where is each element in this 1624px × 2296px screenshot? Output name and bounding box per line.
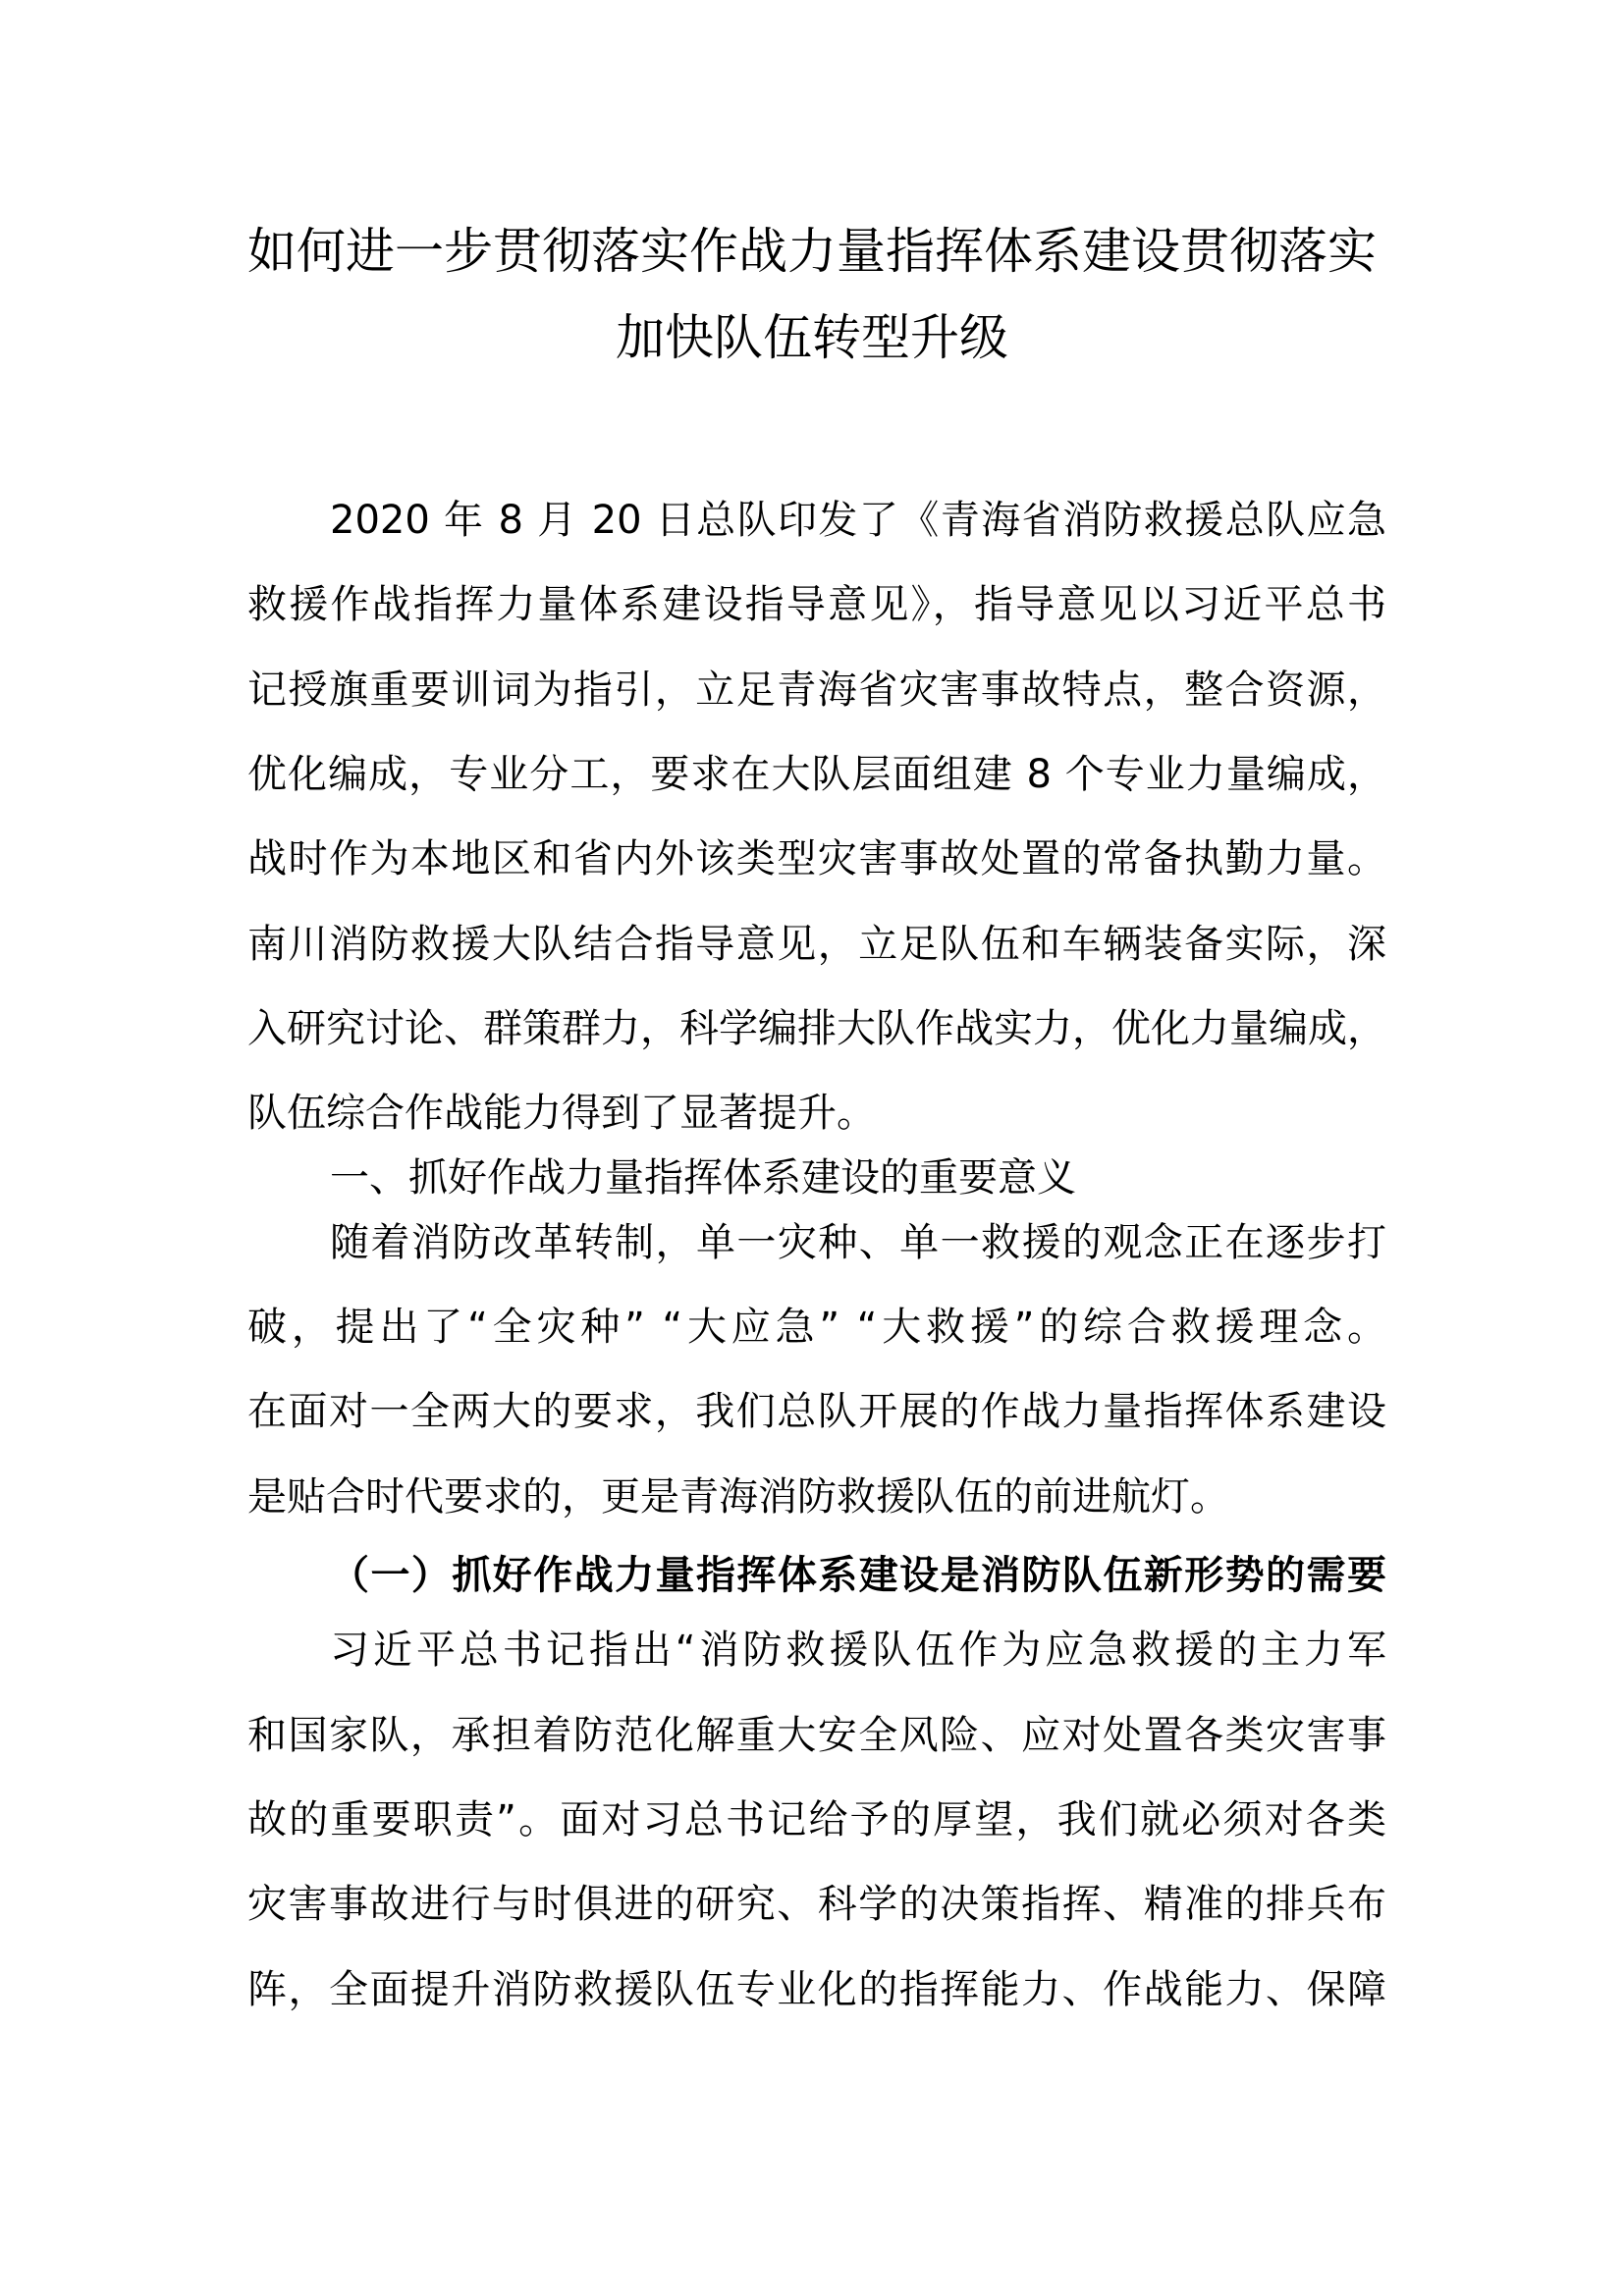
title-line-1: 如何进一步贯彻落实作战力量指挥体系建设贯彻落实	[247, 223, 1377, 280]
paragraph-line: 和国家队，承担着防范化解重大安全风险、应对处置各类灾害事	[247, 1713, 1386, 1758]
paragraph-line: 战时作为本地区和省内外该类型灾害事故处置的常备执勤力量。	[247, 836, 1386, 881]
section-heading: 一、抓好作战力量指挥体系建设的重要意义	[330, 1155, 1076, 1201]
paragraph-line: 救援作战指挥力量体系建设指导意见》，指导意见以习近平总书	[247, 582, 1386, 627]
paragraph-line: 2020 年 8 月 20 日总队印发了《青海省消防救援总队应急	[330, 498, 1386, 543]
paragraph-line: 是贴合时代要求的，更是青海消防救援队伍的前进航灯。	[247, 1474, 1229, 1520]
paragraph-line: 习近平总书记指出“消防救援队伍作为应急救援的主力军	[330, 1628, 1386, 1673]
paragraph-line: 南川消防救援大队结合指导意见，立足队伍和车辆装备实际，深	[247, 922, 1386, 967]
subsection-heading: （一）抓好作战力量指挥体系建设是消防队伍新形势的需要	[330, 1553, 1386, 1598]
document-title	[226, 208, 1398, 381]
paragraph-line: 优化编成，专业分工，要求在大队层面组建 8 个专业力量编成，	[247, 752, 1386, 797]
paragraph-line: 破，提出了“全灾种” “大应急” “大救援”的综合救援理念。	[247, 1305, 1386, 1350]
paragraph-line: 记授旗重要训词为指引，立足青海省灾害事故特点，整合资源，	[247, 667, 1386, 713]
paragraph-line: 阵，全面提升消防救援队伍专业化的指挥能力、作战能力、保障	[247, 1967, 1386, 2012]
title-line-2: 加快队伍转型升级	[616, 309, 1008, 366]
paragraph-line: 故的重要职责”。面对习总书记给予的厚望，我们就必须对各类	[247, 1797, 1386, 1842]
paragraph-line: 灾害事故进行与时俱进的研究、科学的决策指挥、精准的排兵布	[247, 1882, 1386, 1927]
paragraph-line: 随着消防改革转制，单一灾种、单一救援的观念正在逐步打	[330, 1220, 1386, 1265]
paragraph-line: 入研究讨论、群策群力，科学编排大队作战实力，优化力量编成，	[247, 1006, 1386, 1051]
paragraph-line: 在面对一全两大的要求，我们总队开展的作战力量指挥体系建设	[247, 1389, 1386, 1434]
paragraph-line: 队伍综合作战能力得到了显著提升。	[247, 1091, 876, 1136]
